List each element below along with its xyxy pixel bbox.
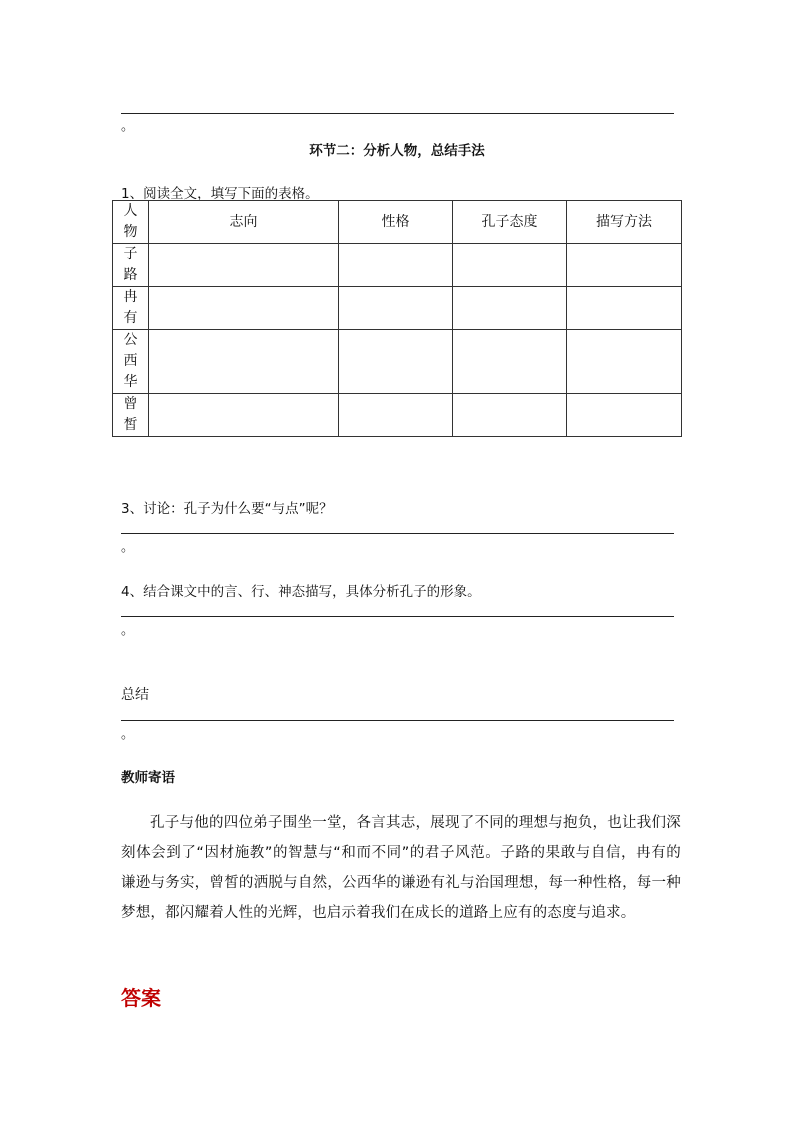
period-mark: 。 (121, 623, 135, 638)
row-name-zengxi: 曾皙 (113, 394, 149, 437)
answer-heading: 答案 (121, 986, 161, 1010)
section-title: 环节二：分析人物，总结手法 (309, 143, 485, 159)
answer-line-q3 (121, 533, 674, 534)
answer-line-summary (121, 720, 674, 721)
table-cell[interactable] (149, 287, 339, 330)
question-4: 4、结合课文中的言、行、神态描写，具体分析孔子的形象。 (121, 584, 481, 600)
table-cell[interactable] (453, 330, 567, 394)
table-cell[interactable] (339, 330, 453, 394)
table-row (113, 394, 682, 437)
table-cell[interactable] (567, 330, 682, 394)
table-cell[interactable] (567, 394, 682, 437)
header-personality: 性格 (339, 201, 453, 244)
question-1: 1、阅读全文，填写下面的表格。 (121, 186, 319, 202)
table-cell[interactable] (149, 394, 339, 437)
row-name-gongxihua: 公西华 (113, 330, 149, 394)
table-cell[interactable] (339, 287, 453, 330)
table-cell[interactable] (149, 330, 339, 394)
header-person: 人物 (113, 201, 149, 244)
header-description-method: 描写方法 (567, 201, 682, 244)
answer-line-top (121, 113, 674, 114)
table-cell[interactable] (339, 394, 453, 437)
table-cell[interactable] (453, 244, 567, 287)
table-cell[interactable] (453, 287, 567, 330)
period-mark: 。 (121, 540, 135, 555)
summary-label: 总结 (121, 687, 149, 703)
row-name-zilu: 子路 (113, 244, 149, 287)
table-row (113, 287, 682, 330)
period-mark: 。 (121, 727, 135, 742)
teacher-message-heading: 教师寄语 (121, 770, 175, 786)
table-row (113, 330, 682, 394)
header-confucius-attitude: 孔子态度 (453, 201, 567, 244)
period-mark: 。 (121, 119, 135, 134)
table-row (113, 244, 682, 287)
answer-line-q4 (121, 616, 674, 617)
header-aspiration: 志向 (149, 201, 339, 244)
table-cell[interactable] (567, 244, 682, 287)
table-cell[interactable] (149, 244, 339, 287)
character-table (112, 200, 682, 437)
table-cell[interactable] (567, 287, 682, 330)
table-header-row (113, 201, 682, 244)
table-cell[interactable] (453, 394, 567, 437)
table-cell[interactable] (339, 244, 453, 287)
row-name-ranyou: 冉有 (113, 287, 149, 330)
teacher-message-paragraph: 孔子与他的四位弟子围坐一堂，各言其志，展现了不同的理想与抱负，也让我们深刻体会到了“因材施教”的智慧与“和而不同”的君子风范。子路的果敢与自信，冉有的谦逊与务实，曾皙的洒脱与自然，公西华的谦逊有礼与治国理想，每一种性格，每一种梦想，都闪耀着人性的光辉，也启示着我们在成长的道路上应有的态度与追求。 (121, 815, 681, 921)
question-3: 3、讨论：孔子为什么要“与点”呢？ (121, 501, 333, 517)
